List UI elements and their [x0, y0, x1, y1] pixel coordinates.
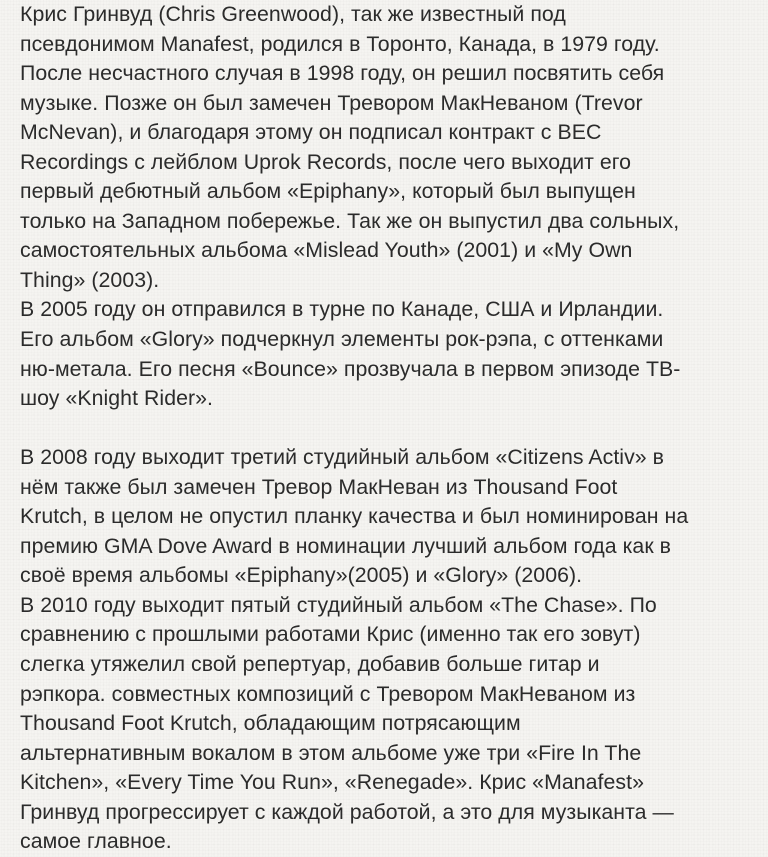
text-line: самостоятельных альбома «Mislead Youth» (2001) и «My Own [20, 238, 633, 263]
blank-line [20, 414, 755, 444]
text-line: Thousand Foot Krutch, обладающим потрясающим [20, 711, 521, 736]
text-line: псевдонимом Manafest, родился в Торонто, Канада, в 1979 году. [20, 31, 660, 56]
text-line: Его альбом «Glory» подчеркнул элементы рок-рэпа, с оттенками [20, 327, 664, 352]
text-line: первый дебютный альбом «Epiphany», который был выпущен [20, 179, 636, 204]
text-line: самое главное. [20, 829, 172, 854]
text-line: сравнению с прошлыми работами Крис (именно так его зовут) [20, 622, 641, 647]
text-line: шоу «Knight Rider». [20, 386, 214, 411]
text-line: McNevan), и благодаря этому он подписал контракт с BEC [20, 120, 602, 145]
text-line: ню-метала. Его песня «Bounce» прозвучала в первом эпизоде ТВ- [20, 356, 681, 381]
text-line: В 2008 году выходит третий студийный альбом «Citizens Activ» в [20, 445, 664, 470]
text-line: Krutch, в целом не опустил планку качества и был номинирован на [20, 504, 689, 529]
text-line: В 2010 году выходит пятый студийный альбом «The Chase». По [20, 592, 657, 617]
text-line: В 2005 году он отправился в турне по Канаде, США и Ирландии. [20, 297, 664, 322]
text-line: только на Западном побережье. Так же он выпустил два сольных, [20, 208, 680, 233]
text-line: альтернативным вокалом в этом альбоме уже три «Fire In The [20, 740, 642, 765]
text-line: Крис Гринвуд (Chris Greenwood), так же известный под [20, 2, 566, 26]
text-line: Recordings с лейблом Uprok Records, после чего выходит его [20, 149, 632, 174]
text-line: После несчастного случая в 1998 году, он решил посвятить себя [20, 61, 665, 86]
text-line: Kitchen», «Every Time You Run», «Renegade». Крис «Manafest» [20, 770, 644, 795]
note-text [20, 0, 755, 857]
text-line: Гринвуд прогрессирует с каждой работой, а это для музыканта — [20, 799, 674, 824]
text-line: нём также был замечен Тревор МакНеван из Thousand Foot [20, 474, 618, 499]
text-line: премию GMA Dove Award в номинации лучший альбом года как в [20, 533, 672, 558]
text-line: рэпкора. совместных композиций с Тревором МакНеваном из [20, 681, 636, 706]
text-line: слегка утяжелил свой репертуар, добавив больше гитар и [20, 652, 600, 677]
text-line: музыке. Позже он был замечен Тревором МакНеваном (Trevor [20, 90, 643, 115]
text-line: своё время альбомы «Epiphany»(2005) и «Glory» (2006). [20, 563, 583, 588]
text-line: Thing» (2003). [20, 267, 160, 292]
